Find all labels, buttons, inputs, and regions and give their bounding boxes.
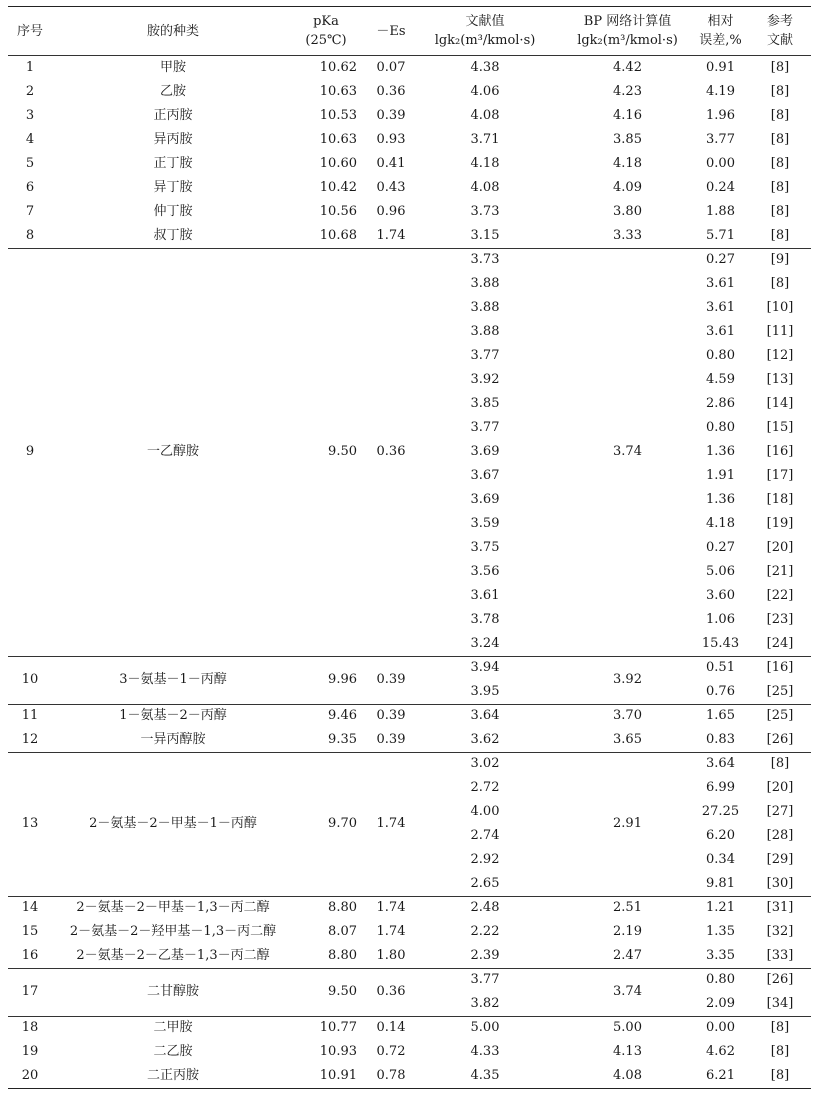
bp-value: 3.70: [613, 708, 642, 723]
pka-value: 9.46: [328, 708, 357, 723]
reference: [8]: [770, 1068, 790, 1083]
reference: [29]: [766, 852, 794, 867]
bp-value: 4.09: [613, 180, 642, 195]
literature-value: 3.15: [470, 228, 500, 243]
group-separator: [8, 656, 811, 657]
relative-error: 3.35: [706, 948, 735, 963]
literature-value: 3.67: [470, 468, 500, 483]
literature-value: 3.77: [470, 420, 500, 435]
reference: [8]: [770, 1020, 790, 1035]
pka-value: 8.80: [328, 948, 357, 963]
header-no: 序号: [16, 24, 43, 39]
bp-value: 4.13: [613, 1044, 642, 1059]
relative-error: 3.61: [706, 300, 735, 315]
relative-error: 1.21: [706, 900, 735, 915]
reference: [33]: [766, 948, 794, 963]
relative-error: 0.83: [706, 732, 735, 747]
literature-value: 4.18: [470, 156, 500, 171]
pka-value: 10.56: [319, 204, 357, 219]
relative-error: 6.99: [706, 780, 735, 795]
amine-name: 3－氨基－1－丙醇: [119, 672, 227, 687]
reference: [16]: [766, 660, 794, 675]
bp-value: 2.91: [613, 816, 642, 831]
relative-error: 4.19: [706, 84, 735, 99]
amine-name: 2－氨基－2－乙基－1,3－丙二醇: [76, 948, 270, 963]
literature-value: 2.48: [470, 900, 500, 915]
literature-value: 4.06: [470, 84, 500, 99]
reference: [15]: [766, 420, 794, 435]
reference: [32]: [766, 924, 794, 939]
row-number: 18: [21, 1020, 39, 1035]
header-pka-line2: (25℃): [305, 33, 347, 48]
es-value: 0.14: [376, 1020, 406, 1035]
literature-value: 3.61: [470, 588, 500, 603]
literature-value: 3.24: [470, 636, 500, 651]
amine-name: 正丁胺: [153, 156, 193, 171]
amine-name: 甲胺: [159, 60, 186, 75]
header-pka-line1: pKa: [313, 14, 339, 29]
amine-name: 2－氨基－2－甲基－1－丙醇: [89, 816, 257, 831]
amine-name: 二甲胺: [153, 1020, 193, 1035]
es-value: 0.43: [376, 180, 406, 195]
relative-error: 3.60: [706, 588, 735, 603]
bp-value: 3.65: [613, 732, 642, 747]
es-value: 0.36: [376, 984, 406, 999]
literature-value: 3.77: [470, 972, 500, 987]
relative-error: 6.20: [706, 828, 735, 843]
relative-error: 5.71: [706, 228, 735, 243]
header-lit-line2: lgk₂(m³/kmol·s): [434, 33, 536, 48]
relative-error: 4.59: [706, 372, 735, 387]
pka-value: 8.07: [328, 924, 357, 939]
bp-value: 4.08: [613, 1068, 642, 1083]
literature-value: 3.94: [470, 660, 500, 675]
reference: [26]: [766, 972, 794, 987]
literature-value: 3.95: [470, 684, 500, 699]
group-separator: [8, 752, 811, 753]
header-rule: [8, 55, 811, 56]
relative-error: 0.91: [706, 60, 735, 75]
reference: [28]: [766, 828, 794, 843]
row-number: 16: [21, 948, 39, 963]
top-rule: [8, 6, 811, 7]
es-value: 1.80: [376, 948, 406, 963]
literature-value: 3.02: [470, 756, 500, 771]
pka-value: 10.93: [319, 1044, 357, 1059]
es-value: 0.07: [376, 60, 406, 75]
reference: [20]: [766, 780, 794, 795]
reference: [24]: [766, 636, 794, 651]
relative-error: 1.96: [706, 108, 735, 123]
bp-value: 3.74: [613, 984, 642, 999]
relative-error: 0.00: [706, 1020, 735, 1035]
reference: [12]: [766, 348, 794, 363]
es-value: 0.39: [376, 732, 406, 747]
pka-value: 10.77: [319, 1020, 357, 1035]
reference: [10]: [766, 300, 794, 315]
es-value: 0.41: [376, 156, 406, 171]
reference: [8]: [770, 1044, 790, 1059]
row-number: 7: [25, 204, 35, 219]
pka-value: 10.68: [319, 228, 357, 243]
relative-error: 5.06: [706, 564, 735, 579]
literature-value: 2.74: [470, 828, 500, 843]
es-value: 0.36: [376, 444, 406, 459]
literature-value: 3.82: [470, 996, 500, 1011]
literature-value: 4.08: [470, 180, 500, 195]
literature-value: 3.71: [470, 132, 500, 147]
reference: [14]: [766, 396, 794, 411]
bp-value: 2.51: [613, 900, 642, 915]
header-lit-line1: 文献值: [465, 14, 505, 29]
row-number: 2: [25, 84, 35, 99]
pka-value: 10.63: [319, 84, 357, 99]
relative-error: 3.64: [706, 756, 735, 771]
reference: [20]: [766, 540, 794, 555]
literature-value: 3.77: [470, 348, 500, 363]
relative-error: 0.27: [706, 252, 735, 267]
bp-value: 4.23: [613, 84, 642, 99]
literature-value: 3.56: [470, 564, 500, 579]
literature-value: 4.33: [470, 1044, 500, 1059]
literature-value: 4.00: [470, 804, 500, 819]
relative-error: 2.86: [706, 396, 735, 411]
relative-error: 1.36: [706, 444, 735, 459]
amine-name: 异丙胺: [153, 132, 193, 147]
es-value: 0.72: [376, 1044, 406, 1059]
header-bp: [555, 12, 700, 50]
reference: [23]: [766, 612, 794, 627]
bp-value: 3.92: [613, 672, 642, 687]
row-number: 9: [25, 444, 35, 459]
amine-name: 乙胺: [159, 84, 186, 99]
header-ref-line2: 文献: [766, 33, 793, 48]
es-value: 0.36: [376, 84, 406, 99]
pka-value: 10.53: [319, 108, 357, 123]
relative-error: 6.21: [706, 1068, 735, 1083]
es-value: 1.74: [376, 816, 406, 831]
pka-value: 9.70: [328, 816, 357, 831]
es-value: 0.39: [376, 672, 406, 687]
amine-name: 二正丙胺: [146, 1068, 199, 1083]
header-es: －Es: [376, 24, 406, 39]
bp-value: 5.00: [613, 1020, 642, 1035]
amine-name: 2－氨基－2－甲基－1,3－丙二醇: [76, 900, 270, 915]
bottom-rule: [8, 1088, 811, 1089]
reference: [19]: [766, 516, 794, 531]
literature-value: 3.88: [470, 300, 500, 315]
bp-value: 3.74: [613, 444, 642, 459]
reference: [8]: [770, 156, 790, 171]
literature-value: 3.62: [470, 732, 500, 747]
amine-name: 1－氨基－2－丙醇: [119, 708, 227, 723]
reference: [8]: [770, 204, 790, 219]
amine-name: 正丙胺: [153, 108, 193, 123]
header-err-line2: 误差,%: [699, 33, 742, 48]
bp-value: 4.18: [613, 156, 642, 171]
literature-value: 2.92: [470, 852, 500, 867]
literature-value: 2.65: [470, 876, 500, 891]
row-number: 12: [21, 732, 39, 747]
literature-value: 3.59: [470, 516, 500, 531]
relative-error: 27.25: [701, 804, 740, 819]
es-value: 0.78: [376, 1068, 406, 1083]
reference: [30]: [766, 876, 794, 891]
reference: [13]: [766, 372, 794, 387]
reference: [25]: [766, 708, 794, 723]
row-number: 8: [25, 228, 35, 243]
row-number: 11: [21, 708, 39, 723]
amine-name: 二乙胺: [153, 1044, 193, 1059]
reference: [16]: [766, 444, 794, 459]
row-number: 3: [25, 108, 35, 123]
reference: [31]: [766, 900, 794, 915]
group-separator: [8, 896, 811, 897]
relative-error: 0.76: [706, 684, 735, 699]
literature-value: 4.35: [470, 1068, 500, 1083]
row-number: 17: [21, 984, 39, 999]
amine-name: 叔丁胺: [153, 228, 193, 243]
amine-name: 异丁胺: [153, 180, 193, 195]
literature-value: 5.00: [470, 1020, 500, 1035]
relative-error: 0.00: [706, 156, 735, 171]
pka-value: 10.63: [319, 132, 357, 147]
reference: [21]: [766, 564, 794, 579]
relative-error: 0.80: [706, 972, 735, 987]
literature-value: 3.64: [470, 708, 500, 723]
relative-error: 9.81: [706, 876, 735, 891]
reference: [8]: [770, 228, 790, 243]
reference: [8]: [770, 108, 790, 123]
reference: [8]: [770, 756, 790, 771]
literature-value: 3.69: [470, 492, 500, 507]
relative-error: 1.35: [706, 924, 735, 939]
pka-value: 9.50: [328, 444, 357, 459]
row-number: 13: [21, 816, 39, 831]
pka-value: 10.42: [319, 180, 357, 195]
header-literature: [415, 12, 555, 50]
header-err-line1: 相对: [707, 14, 734, 29]
literature-value: 3.88: [470, 276, 500, 291]
header-ref-line1: 参考: [766, 14, 793, 29]
reference: [34]: [766, 996, 794, 1011]
row-number: 15: [21, 924, 39, 939]
reference: [26]: [766, 732, 794, 747]
row-number: 20: [21, 1068, 39, 1083]
reference: [11]: [766, 324, 794, 339]
reference: [17]: [766, 468, 794, 483]
pka-value: 10.60: [319, 156, 357, 171]
reference: [27]: [766, 804, 794, 819]
relative-error: 0.27: [706, 540, 735, 555]
bp-value: 4.16: [613, 108, 642, 123]
group-separator: [8, 1016, 811, 1017]
literature-value: 2.22: [470, 924, 500, 939]
relative-error: 15.43: [701, 636, 740, 651]
relative-error: 3.61: [706, 324, 735, 339]
literature-value: 3.73: [470, 252, 500, 267]
reference: [8]: [770, 60, 790, 75]
pka-value: 10.62: [319, 60, 357, 75]
es-value: 1.74: [376, 924, 406, 939]
header-reference: [755, 12, 805, 50]
pka-value: 9.35: [328, 732, 357, 747]
relative-error: 3.77: [706, 132, 735, 147]
relative-error: 3.61: [706, 276, 735, 291]
es-value: 0.39: [376, 708, 406, 723]
row-number: 5: [25, 156, 35, 171]
bp-value: 3.80: [613, 204, 642, 219]
es-value: 1.74: [376, 900, 406, 915]
literature-value: 3.69: [470, 444, 500, 459]
reference: [8]: [770, 132, 790, 147]
reference: [18]: [766, 492, 794, 507]
group-separator: [8, 248, 811, 249]
header-pka: [295, 12, 357, 50]
literature-value: 3.78: [470, 612, 500, 627]
row-number: 10: [21, 672, 39, 687]
relative-error: 0.80: [706, 420, 735, 435]
group-separator: [8, 968, 811, 969]
row-number: 6: [25, 180, 35, 195]
literature-value: 3.92: [470, 372, 500, 387]
reference: [9]: [770, 252, 790, 267]
reference: [8]: [770, 84, 790, 99]
relative-error: 1.91: [706, 468, 735, 483]
bp-value: 3.85: [613, 132, 642, 147]
literature-value: 3.85: [470, 396, 500, 411]
header-bp-line2: lgk₂(m³/kmol·s): [577, 33, 678, 48]
relative-error: 4.18: [706, 516, 735, 531]
relative-error: 4.62: [706, 1044, 735, 1059]
reference: [8]: [770, 180, 790, 195]
relative-error: 1.88: [706, 204, 735, 219]
header-name: 胺的种类: [146, 24, 199, 39]
es-value: 1.74: [376, 228, 406, 243]
literature-value: 2.72: [470, 780, 500, 795]
relative-error: 0.24: [706, 180, 735, 195]
relative-error: 0.34: [706, 852, 735, 867]
relative-error: 2.09: [706, 996, 735, 1011]
relative-error: 0.51: [706, 660, 735, 675]
reference: [22]: [766, 588, 794, 603]
relative-error: 1.06: [706, 612, 735, 627]
pka-value: 9.50: [328, 984, 357, 999]
literature-value: 4.08: [470, 108, 500, 123]
bp-value: 4.42: [613, 60, 642, 75]
amine-name: 二甘醇胺: [146, 984, 199, 999]
pka-value: 8.80: [328, 900, 357, 915]
es-value: 0.39: [376, 108, 406, 123]
relative-error: 0.80: [706, 348, 735, 363]
pka-value: 10.91: [319, 1068, 357, 1083]
bp-value: 3.33: [613, 228, 642, 243]
row-number: 4: [25, 132, 35, 147]
literature-value: 3.75: [470, 540, 500, 555]
literature-value: 3.73: [470, 204, 500, 219]
pka-value: 9.96: [328, 672, 357, 687]
es-value: 0.93: [376, 132, 406, 147]
row-number: 1: [25, 60, 35, 75]
row-number: 19: [21, 1044, 39, 1059]
header-error: [693, 12, 748, 50]
literature-value: 2.39: [470, 948, 500, 963]
bp-value: 2.47: [613, 948, 642, 963]
literature-value: 4.38: [470, 60, 500, 75]
literature-value: 3.88: [470, 324, 500, 339]
bp-value: 2.19: [613, 924, 642, 939]
group-separator: [8, 704, 811, 705]
amine-name: 一异丙醇胺: [140, 732, 206, 747]
row-number: 14: [21, 900, 39, 915]
amine-name: 2－氨基－2－羟甲基－1,3－丙二醇: [69, 924, 277, 939]
reference: [8]: [770, 276, 790, 291]
relative-error: 1.65: [706, 708, 735, 723]
es-value: 0.96: [376, 204, 406, 219]
header-bp-line1: BP 网络计算值: [583, 14, 672, 29]
reference: [25]: [766, 684, 794, 699]
relative-error: 1.36: [706, 492, 735, 507]
amine-name: 一乙醇胺: [146, 444, 199, 459]
amine-name: 仲丁胺: [153, 204, 193, 219]
